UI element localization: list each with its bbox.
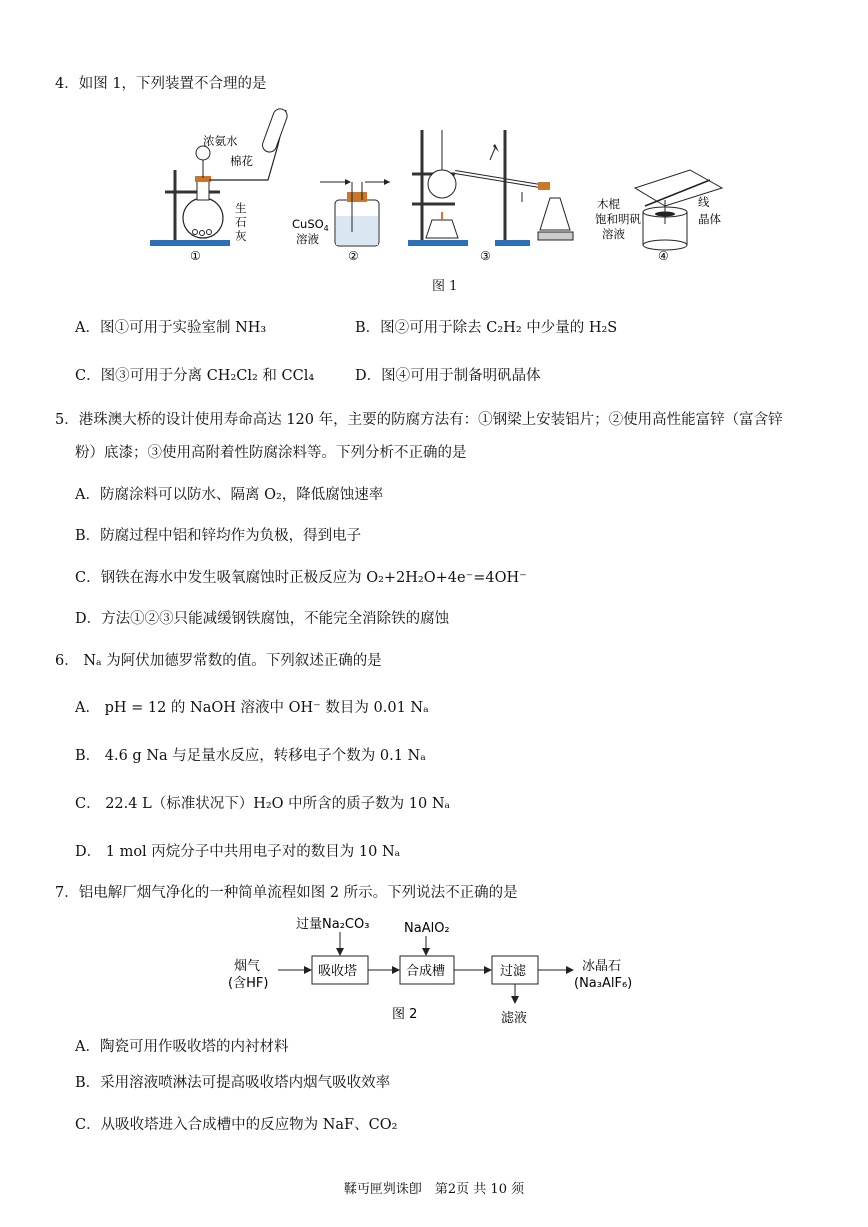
q5-stem-line1: 5．港珠澳大桥的设计使用寿命高达 120 年，主要的防腐方法有：①钢梁上安装铝片；②使用高性能富锌（富含锌 [55, 412, 783, 428]
flow-product-cryolite: 冰晶石 [582, 959, 622, 974]
label-cuso4-solution: 溶液 [296, 232, 319, 246]
q4-option-d: D．图④可用于制备明矾晶体 [355, 368, 541, 384]
q6-option-d: D． 1 mol 丙烷分子中共用电子对的数目为 10 Nₐ [75, 844, 401, 860]
label-quicklime-3: 灰 [235, 229, 247, 243]
flow-input-na2co3: 过量Na₂CO₃ [296, 917, 370, 932]
q5-option-b: B．防腐过程中铝和锌均作为负极，得到电子 [75, 528, 362, 544]
figure-2-caption: 图 2 [392, 1007, 418, 1022]
q6-option-a: A． pH = 12 的 NaOH 溶液中 OH⁻ 数目为 0.01 Nₐ [75, 700, 429, 716]
flow-feed-hf: (含HF) [228, 976, 269, 991]
q4-option-c: C．图③可用于分离 CH₂Cl₂ 和 CCl₄ [75, 368, 315, 384]
flow-waste-filtrate: 滤液 [501, 1011, 528, 1026]
q6-option-c: C． 22.4 L（标准状况下）H₂O 中所含的质子数为 10 Nₐ [75, 796, 451, 812]
flow-box-synthesis-label: 合成槽 [406, 964, 446, 979]
label-n2: ② [348, 249, 359, 263]
figure-2-flowchart [220, 908, 650, 1033]
apparatus-4 [635, 170, 722, 250]
q7-option-c: C．从吸收塔进入合成槽中的反应物为 NaF、CO₂ [75, 1117, 398, 1133]
q4-option-b: B．图②可用于除去 C₂H₂ 中少量的 H₂S [355, 320, 618, 336]
label-crystal: 晶体 [698, 212, 721, 226]
label-thread: 线 [698, 195, 710, 209]
label-cuso4: CuSO$_4$ [292, 217, 329, 233]
apparatus-1 [150, 107, 289, 246]
q7-option-b: B．采用溶液喷淋法可提高吸收塔内烟气吸收效率 [75, 1075, 391, 1091]
label-conc-ammonia: 浓氨水 [203, 134, 238, 148]
q7-option-a: A．陶瓷可用作吸收塔的内衬材料 [75, 1039, 289, 1055]
flow-feed-gas: 烟气 [234, 959, 261, 974]
q4-option-a: A．图①可用于实验室制 NH₃ [75, 320, 267, 336]
label-solution: 溶液 [602, 227, 625, 241]
label-n1: ① [190, 249, 201, 263]
label-quicklime-2: 石 [235, 215, 247, 229]
q5-stem-line2: 粉）底漆；③使用高附着性防腐涂料等。下列分析不正确的是 [75, 445, 467, 461]
label-quicklime-1: 生 [235, 201, 247, 215]
flow-box-absorber-label: 吸收塔 [318, 964, 358, 979]
flow-product-formula: (Na₃AlF₆) [574, 976, 633, 991]
label-stick: 木棍 [597, 197, 620, 211]
apparatus-3 [408, 130, 573, 246]
flow-input-naalo2: NaAlO₂ [404, 921, 450, 936]
q5-option-a: A．防腐涂料可以防水、隔离 O₂，降低腐蚀速率 [75, 487, 384, 503]
q6-stem: 6． Nₐ 为阿伏加德罗常数的值。下列叙述正确的是 [55, 653, 382, 669]
label-saturated: 饱和明矾 [595, 212, 641, 226]
label-n3: ③ [480, 249, 491, 263]
q5-option-c: C．钢铁在海水中发生吸氧腐蚀时正极反应为 O₂+2H₂O+4e⁻=4OH⁻ [75, 570, 527, 586]
figure-1 [150, 100, 740, 270]
q7-stem: 7．铝电解厂烟气净化的一种简单流程如图 2 所示。下列说法不正确的是 [55, 885, 518, 901]
q6-option-b: B． 4.6 g Na 与足量水反应，转移电子个数为 0.1 Nₐ [75, 748, 426, 764]
apparatus-2 [320, 179, 390, 246]
label-cotton: 棉花 [230, 154, 253, 168]
q4-stem: 4．如图 1，下列装置不合理的是 [55, 76, 267, 92]
q5-option-d: D．方法①②③只能减缓钢铁腐蚀，不能完全消除铁的腐蚀 [75, 611, 450, 627]
figure-1-caption: 图 1 [432, 279, 458, 294]
flow-box-filter-label: 过滤 [500, 964, 527, 979]
page-footer: 鞣丏匣刿诛卽 第2页 共 10 须 [343, 1182, 525, 1197]
label-n4: ④ [658, 249, 669, 263]
